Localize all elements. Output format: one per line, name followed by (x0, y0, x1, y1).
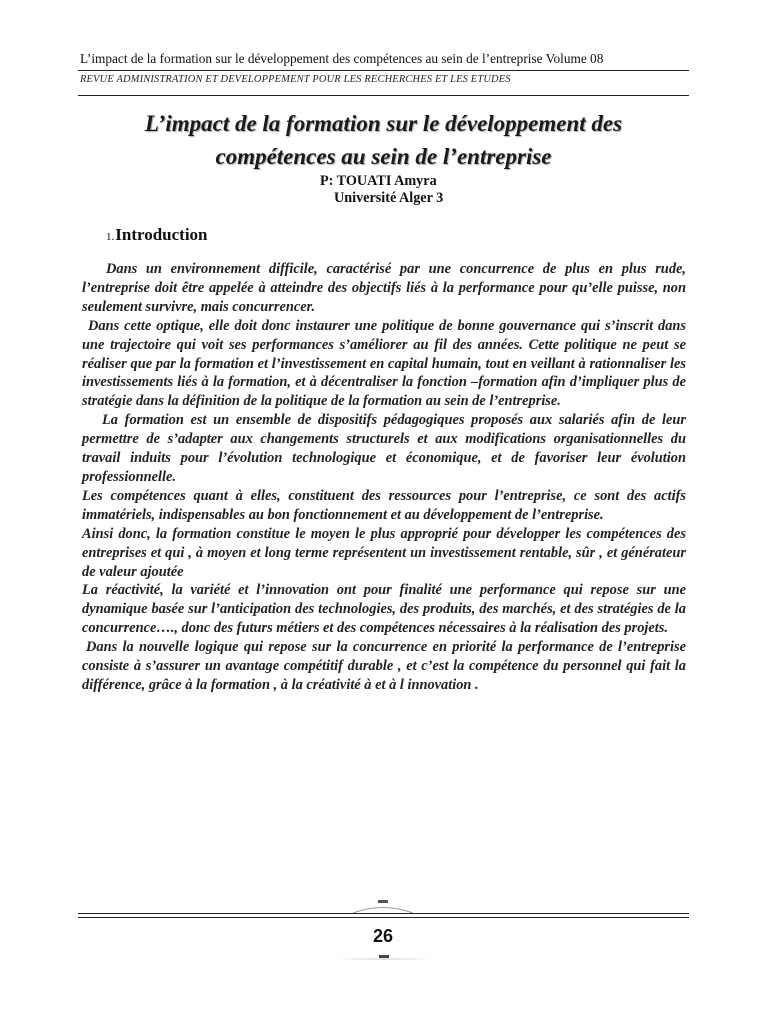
header-rule (78, 70, 689, 71)
author-name: P: TOUATI Amyra (320, 173, 437, 189)
footer-rule (78, 913, 689, 914)
article-title (80, 107, 687, 173)
article-title-line-2: compétences au sein de l’entreprise (215, 144, 552, 169)
paragraph: La réactivité, la variété et l’innovation ont pour finalité une performance qui repose sur une dynamique basée sur l’anticipation des technologies, des produits, des marchés, et des stratégies de la concurrence…., donc des futurs métiers et des compétences nécessaires à la réalisation des projets. (82, 582, 686, 637)
author-affiliation: Université Alger 3 (334, 190, 444, 206)
paragraph: Ainsi donc, la formation constitue le moyen le plus approprié pour développer les compétences des entreprises et qui , à moyen et long terme représentent un investissement rentable, sûr , et générateur de valeur ajoutée (82, 525, 686, 580)
header-rule-thick (78, 95, 689, 96)
section-title: Introduction (115, 225, 208, 244)
paragraph: Dans la nouvelle logique qui repose sur la concurrence en priorité la performance de l’entreprise consiste à s’assurer un avantage compétitif durable , et c’est la compétence du personnel qui fait la différence, grâce à la formation , à la créativité à et à l innovation . (82, 639, 686, 693)
paragraph: Dans cette optique, elle doit donc instaurer une politique de bonne gouvernance qui s’inscrit dans une trajectoire qui voit ses performances s’améliorer au fil des années. Cette politique ne peut se réaliser que par la formation et l’investissement en capital humain, tout en veillant à rationnaliser les investissements liés à la formation, et à décentraliser la fonction –formation afin d’impliquer plus de stratégie dans la définition de la politique de la formation au sein de l’entreprise. (82, 317, 686, 410)
running-header: L’impact de la formation sur le développement des compétences au sein de l’entreprise Volume 08 (80, 51, 604, 66)
footer-rule-double (78, 917, 689, 918)
paragraph: La formation est un ensemble de dispositifs pédagogiques proposés aux salariés afin de leur permettre de s’adapter aux changements structurels et aux modifications organisationnelles du travail induits pour l’évolution technologique et économique, et de favoriser leur évolution professionnelle. (82, 412, 686, 485)
section-number: 1. (106, 231, 115, 243)
footer-ornament (340, 896, 426, 914)
journal-name: REVUE ADMINISTRATION ET DEVELOPPEMENT POUR LES RECHERCHES ET LES ETUDES (80, 74, 511, 85)
paragraph: Dans un environnement difficile, caractérisé par une concurrence de plus en plus rude, l’entreprise doit être appelée à atteindre des objectifs liés à la performance pour qu’elle puisse, non seulement survivre, mais concurrencer. (82, 261, 686, 315)
body-text (82, 260, 686, 695)
paragraph: Les compétences quant à elles, constituent des ressources pour l’entreprise, ce sont des actifs immatériels, indispensables au bon fonctionnement et au développement de l’entreprise. (82, 487, 686, 523)
footer-shadow (336, 958, 432, 960)
page-number: 26 (372, 926, 394, 946)
section-heading (106, 224, 208, 248)
article-title-line-1: L’impact de la formation sur le développement des (144, 111, 623, 136)
